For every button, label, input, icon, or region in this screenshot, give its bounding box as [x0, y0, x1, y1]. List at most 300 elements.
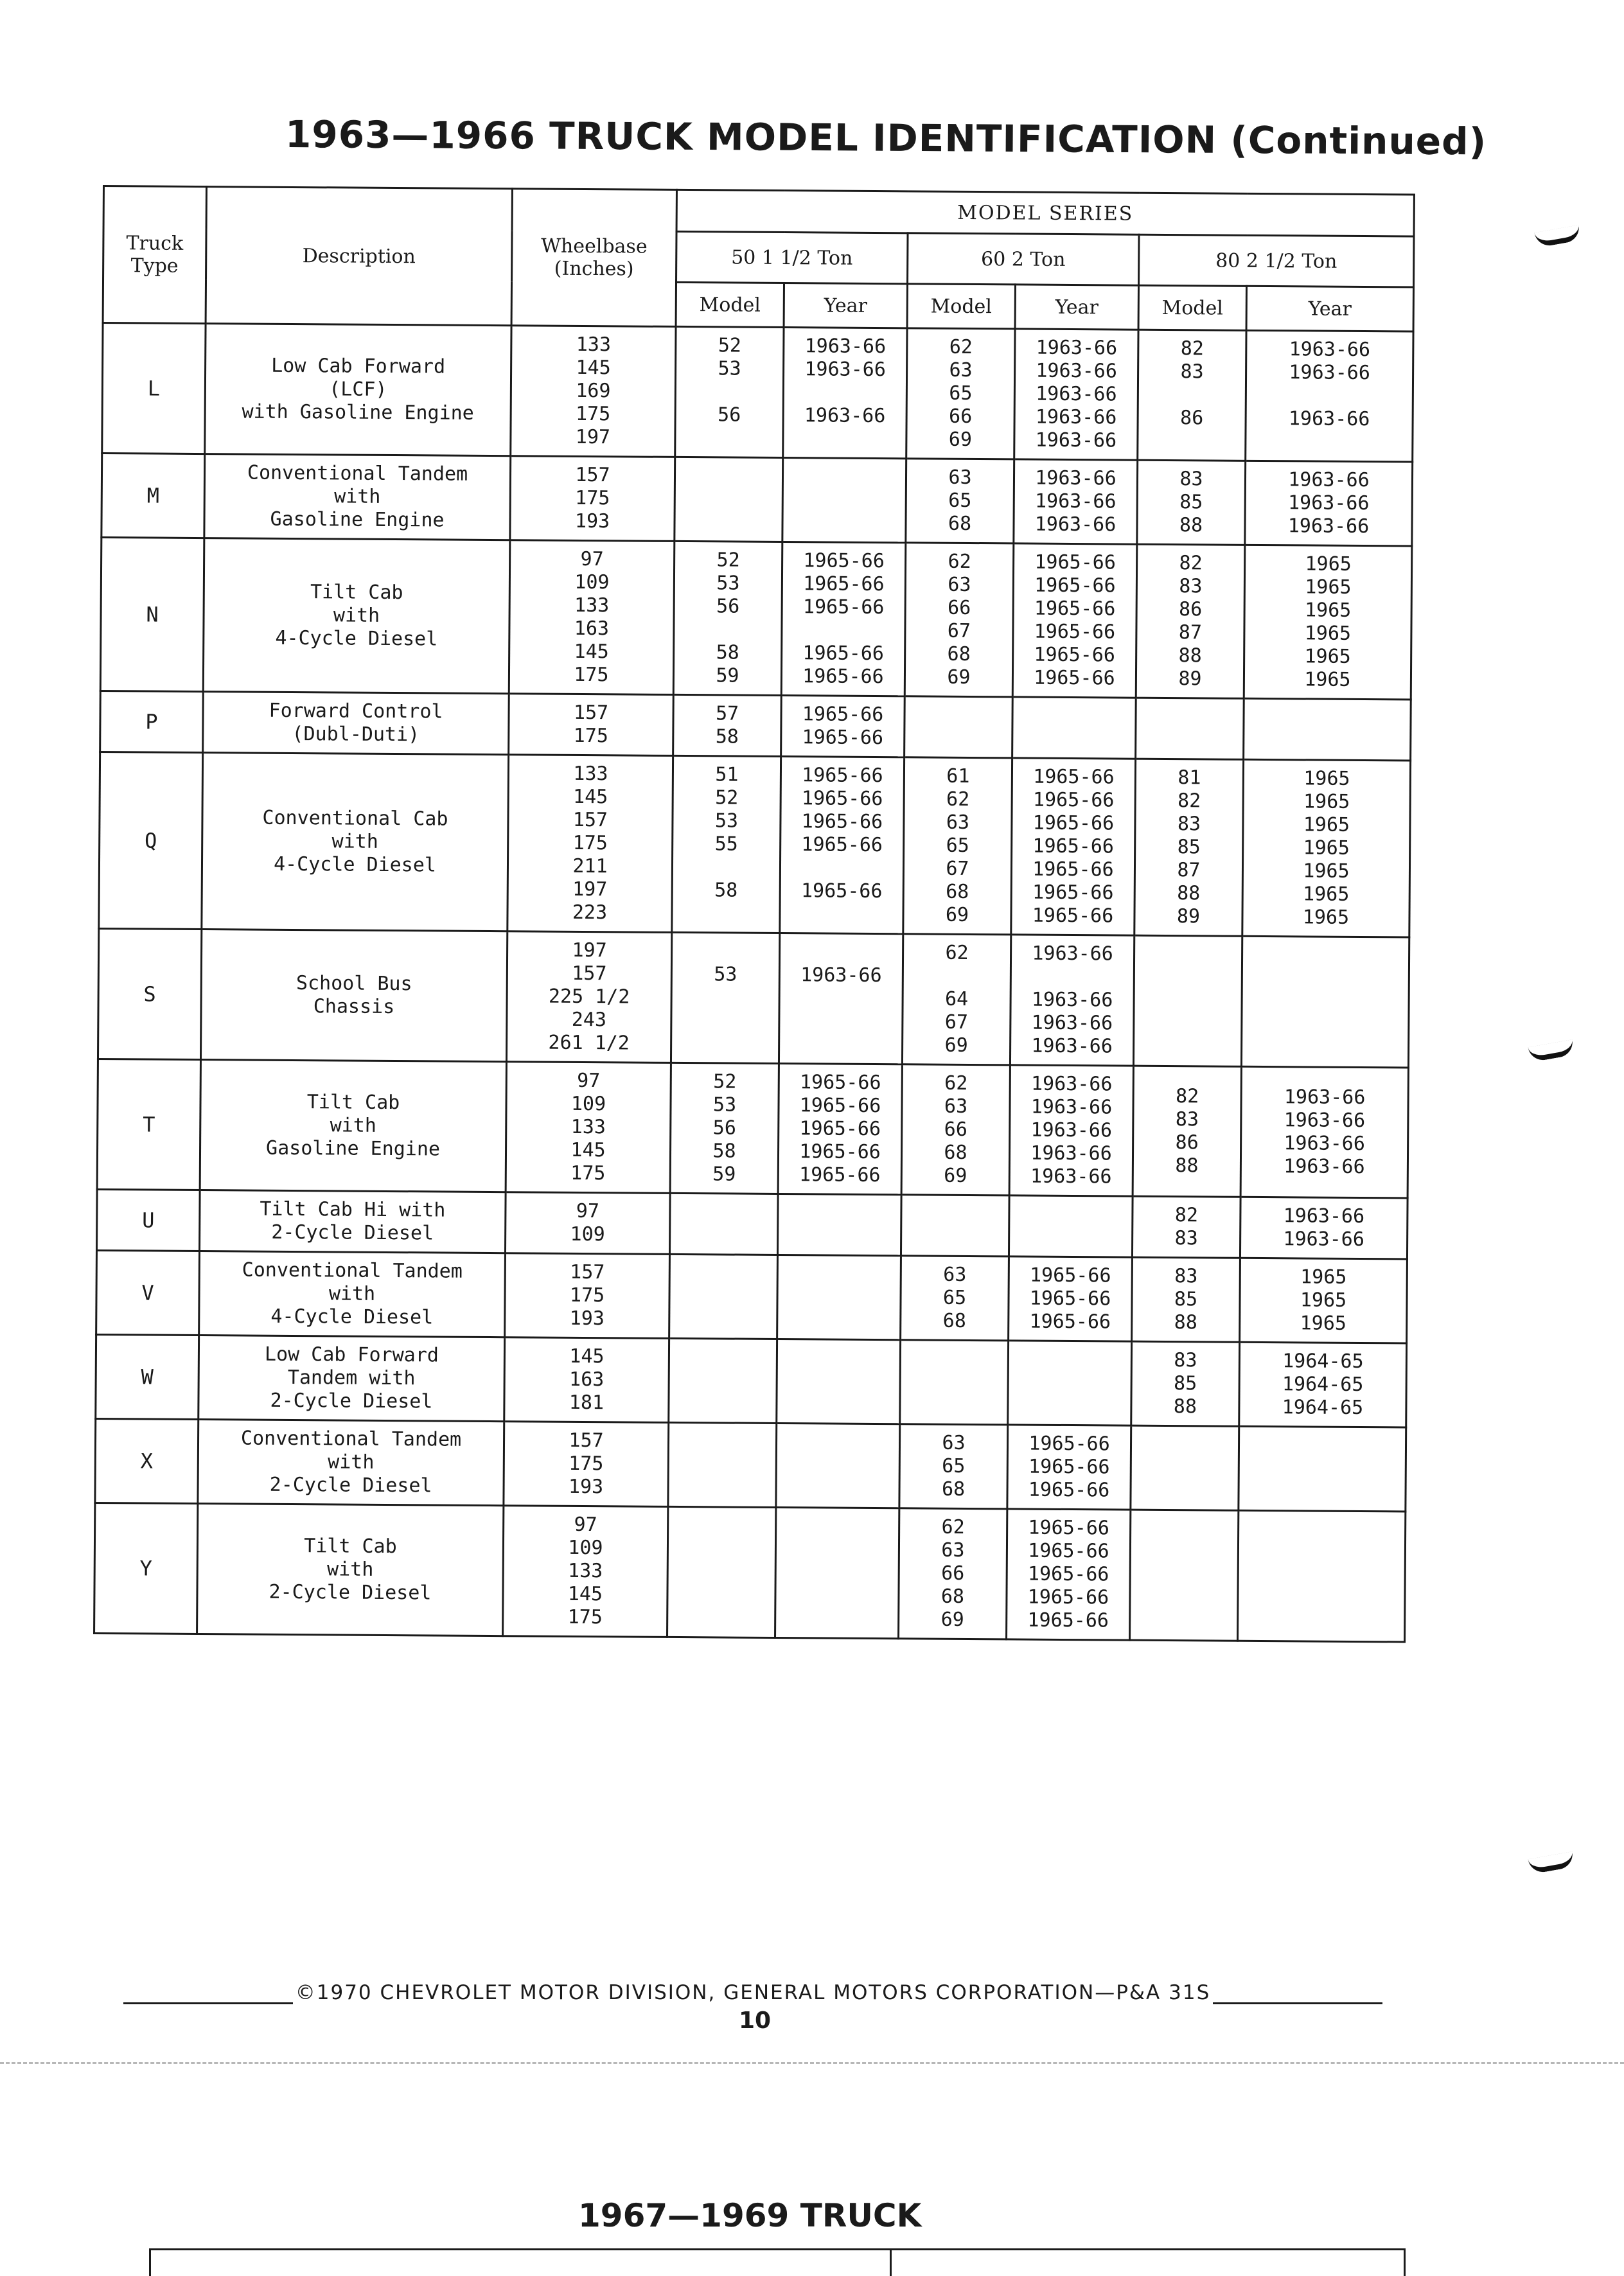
- value-line: 109: [570, 1222, 605, 1246]
- empty-line: [677, 1032, 773, 1056]
- description-cell: [197, 1504, 504, 1636]
- wheelbase-cell: [504, 1337, 669, 1423]
- series-60-model-cell: [899, 1424, 1008, 1509]
- series-80-year-cell: [1240, 1258, 1408, 1343]
- value-line: 1963-66: [1031, 1011, 1113, 1035]
- value-line: 87: [1177, 859, 1201, 882]
- series-80-year-cell: [1241, 936, 1409, 1068]
- truck-type-cell: M: [102, 454, 205, 538]
- value-line: 1965: [1304, 599, 1352, 622]
- series-50-year-cell: [781, 542, 906, 696]
- value-line: 1965-66: [1034, 574, 1116, 597]
- value-line: 88: [1173, 1395, 1197, 1418]
- value-line: 63: [941, 1539, 965, 1562]
- value-line: 1963-66: [1035, 428, 1117, 452]
- value-line: 62: [941, 1515, 965, 1539]
- description-line: 4-Cycle Diesel: [273, 852, 437, 877]
- model-series-header: MODEL SERIES: [676, 190, 1414, 236]
- empty-line: [678, 856, 774, 879]
- series-50-year-cell: [777, 1339, 901, 1424]
- value-line: 83: [1177, 813, 1201, 836]
- value-line: 1963-66: [1031, 988, 1113, 1012]
- value-line: 1965-66: [1034, 597, 1116, 621]
- model-identification-table-wrap: [93, 185, 1413, 1643]
- value-line: 1965-66: [800, 879, 883, 903]
- value-line: 175: [574, 663, 609, 687]
- series-50-model-cell: [673, 694, 782, 756]
- value-line: 82: [1178, 790, 1201, 813]
- series-80-year-cell: [1240, 1066, 1408, 1198]
- description-line: Chassis: [313, 995, 395, 1019]
- series-60-model-cell: [905, 696, 1013, 758]
- value-line: 1965-66: [1029, 1264, 1111, 1287]
- series-80-model-cell: [1138, 330, 1246, 461]
- value-line: 1965-66: [801, 787, 883, 811]
- value-line: 175: [570, 1161, 606, 1185]
- value-line: 145: [572, 785, 608, 809]
- value-line: 1965: [1300, 1266, 1347, 1289]
- value-line: 1965-66: [1034, 551, 1116, 574]
- value-line: 69: [945, 903, 969, 926]
- wheelbase-cell: [506, 931, 671, 1063]
- description-line: Gasoline Engine: [270, 507, 445, 532]
- value-line: 1965-66: [799, 1071, 881, 1095]
- value-line: 86: [1175, 1131, 1199, 1154]
- value-line: 145: [576, 356, 611, 380]
- description-line: 4-Cycle Diesel: [275, 626, 438, 651]
- description-line: 4-Cycle Diesel: [270, 1305, 434, 1329]
- value-line: 1965-66: [1027, 1562, 1109, 1586]
- value-line: 97: [580, 547, 604, 571]
- series-80-year-cell: [1240, 1197, 1408, 1259]
- series-80-year-cell: [1239, 1342, 1407, 1427]
- value-line: 83: [1174, 1349, 1197, 1372]
- value-line: 63: [949, 358, 973, 382]
- value-line: 133: [567, 1559, 603, 1583]
- value-line: 157: [573, 701, 609, 725]
- series-60-model-cell: [901, 1195, 1009, 1257]
- table-row: [98, 928, 1409, 1068]
- footer-rule: [123, 1996, 293, 2004]
- wheelbase-cell: [506, 1062, 671, 1194]
- series-60-year-cell: [1007, 1425, 1131, 1510]
- margin-mark: [1528, 1851, 1575, 1875]
- value-line: 1963-66: [804, 404, 886, 428]
- truck-type-cell: X: [95, 1418, 199, 1503]
- value-line: 1965: [1303, 813, 1350, 836]
- value-line: 163: [574, 617, 610, 640]
- value-line: 109: [574, 570, 610, 594]
- empty-line: [786, 987, 897, 1010]
- value-line: 89: [1176, 905, 1201, 928]
- value-line: 145: [574, 640, 609, 664]
- wheelbase-cell: [505, 1253, 670, 1339]
- value-line: 66: [948, 405, 973, 428]
- value-line: 63: [948, 573, 971, 596]
- margin-mark: [1528, 1039, 1575, 1063]
- value-line: 62: [949, 335, 973, 358]
- table-row: [97, 1189, 1408, 1259]
- margin-mark: [1534, 225, 1581, 248]
- value-line: 69: [944, 1034, 968, 1057]
- value-line: 1965-66: [801, 833, 883, 857]
- table-row: [96, 1334, 1407, 1427]
- value-line: 1963-66: [1032, 942, 1113, 966]
- description-cell: [203, 692, 509, 755]
- value-line: 175: [573, 724, 609, 748]
- value-line: 1965: [1304, 668, 1351, 691]
- value-line: 1965-66: [1034, 620, 1116, 644]
- series-80-model-cell: [1137, 460, 1246, 545]
- series-60-year-cell: [1011, 758, 1136, 935]
- value-line: 193: [569, 1307, 605, 1330]
- table-row: [97, 1059, 1408, 1198]
- wheelbase-cell: [511, 326, 676, 457]
- value-line: 1965: [1300, 1289, 1347, 1312]
- value-line: 85: [1179, 491, 1203, 514]
- value-line: 58: [715, 725, 739, 748]
- value-line: 169: [576, 379, 611, 403]
- table-row: [94, 1503, 1406, 1642]
- value-line: 1963-66: [1030, 1072, 1113, 1096]
- value-line: 1965-66: [1028, 1478, 1110, 1502]
- series-80-model-cell: [1130, 1510, 1239, 1641]
- series-80-model-cell: [1132, 1196, 1240, 1258]
- series-60-model-cell: [900, 1340, 1009, 1425]
- description-cell: [204, 454, 511, 540]
- series-60-model-cell: [899, 1508, 1007, 1639]
- series-50-year-cell: [777, 1255, 901, 1340]
- empty-line: [1252, 384, 1407, 409]
- description-line: 2-Cycle Diesel: [271, 1221, 434, 1245]
- description-line: with: [328, 1451, 375, 1474]
- value-line: 62: [948, 550, 971, 573]
- value-line: 157: [572, 962, 607, 985]
- series-60-model-cell: [906, 459, 1014, 543]
- value-line: 58: [714, 879, 738, 902]
- value-line: 1965-66: [799, 1117, 881, 1141]
- value-line: 56: [716, 595, 740, 618]
- description-line: School Bus: [296, 972, 412, 996]
- series-80-year-cell: [1244, 545, 1412, 700]
- truck-type-cell: L: [102, 323, 206, 454]
- value-line: 1965: [1303, 836, 1350, 860]
- wheelbase-cell: [503, 1506, 668, 1637]
- value-line: 83: [1179, 575, 1203, 598]
- value-line: 1965-66: [802, 726, 884, 750]
- value-line: 1965: [1304, 645, 1351, 668]
- value-line: 145: [570, 1138, 606, 1162]
- empty-line: [1017, 965, 1128, 989]
- value-line: 109: [570, 1092, 606, 1116]
- value-line: 67: [946, 857, 969, 880]
- value-line: 175: [575, 402, 611, 426]
- truck-type-cell: V: [96, 1250, 200, 1335]
- value-line: 65: [949, 382, 973, 405]
- series-60-year-cell: [1009, 1195, 1133, 1257]
- value-line: 1963-66: [1030, 1095, 1113, 1119]
- value-line: 83: [1174, 1265, 1198, 1288]
- value-line: 51: [715, 763, 739, 786]
- value-line: 1965-66: [1028, 1455, 1110, 1479]
- value-line: 69: [944, 1164, 967, 1187]
- value-line: 1963-66: [1034, 490, 1116, 513]
- series-50-header: 50 1 1/2 Ton: [676, 231, 908, 283]
- series-50-model-cell: [669, 1193, 778, 1255]
- description-line: with: [334, 485, 381, 508]
- value-line: 82: [1180, 337, 1205, 360]
- value-line: 82: [1175, 1085, 1199, 1108]
- value-line: 1965-66: [1028, 1539, 1109, 1563]
- value-line: 211: [572, 854, 608, 878]
- table-row: [95, 1418, 1406, 1512]
- value-line: 53: [716, 572, 740, 595]
- series-60-model-cell: [903, 757, 1012, 935]
- truck-type-cell: N: [100, 537, 204, 691]
- value-line: 52: [715, 786, 739, 809]
- model-column-header: Model: [676, 282, 784, 327]
- value-line: 197: [572, 939, 607, 962]
- value-line: 85: [1177, 836, 1201, 859]
- value-line: 64: [944, 987, 969, 1010]
- value-line: 145: [569, 1345, 605, 1368]
- truck-type-cell: P: [100, 691, 204, 752]
- series-50-year-cell: [780, 757, 905, 934]
- value-line: 68: [944, 1141, 967, 1164]
- description-line: Conventional Tandem: [242, 1258, 463, 1283]
- value-line: 68: [948, 512, 972, 535]
- series-80-header: 80 2 1/2 Ton: [1138, 234, 1414, 287]
- value-line: 1964-65: [1282, 1373, 1364, 1397]
- series-80-year-cell: [1244, 698, 1411, 761]
- wheelbase-cell: [510, 456, 675, 542]
- truck-type-cell: S: [98, 928, 201, 1059]
- value-line: 1965-66: [1028, 1432, 1110, 1456]
- value-line: 1965-66: [802, 703, 884, 727]
- value-line: 157: [570, 1260, 605, 1284]
- year-column-header: Year: [1246, 286, 1413, 331]
- empty-line: [682, 380, 777, 404]
- series-60-year-cell: [1009, 1065, 1133, 1196]
- empty-line: [790, 381, 901, 405]
- value-line: 1965-66: [802, 764, 883, 788]
- empty-line: [909, 964, 1005, 988]
- value-line: 1965: [1304, 622, 1352, 645]
- value-line: 88: [1177, 882, 1201, 905]
- description-cell: [199, 1190, 506, 1253]
- value-line: 109: [568, 1536, 603, 1560]
- description-cell: [200, 1060, 506, 1192]
- table-row: [96, 1250, 1408, 1343]
- value-line: 1965-66: [801, 810, 883, 834]
- value-line: 68: [941, 1478, 966, 1501]
- series-80-year-cell: [1246, 330, 1413, 462]
- value-line: 83: [1175, 1108, 1199, 1131]
- empty-line: [678, 902, 773, 926]
- description-line: Tilt Cab: [306, 1091, 400, 1115]
- value-line: 157: [572, 808, 608, 832]
- value-line: 1963-66: [1035, 405, 1117, 429]
- value-line: 1965-66: [1029, 1287, 1111, 1310]
- value-line: 88: [1174, 1311, 1197, 1334]
- value-line: 63: [946, 811, 970, 834]
- empty-line: [1144, 384, 1240, 407]
- series-60-model-cell: [905, 543, 1014, 697]
- value-line: 1965-66: [1032, 858, 1114, 881]
- value-line: 225 1/2: [548, 985, 630, 1009]
- empty-line: [681, 427, 777, 450]
- value-line: 81: [1178, 766, 1201, 790]
- description-line: Conventional Tandem: [240, 1427, 462, 1451]
- description-line: Conventional Tandem: [247, 461, 468, 486]
- value-line: 1963-66: [1289, 338, 1371, 362]
- series-60-header: 60 2 Ton: [908, 233, 1140, 285]
- value-line: 1963-66: [1030, 1142, 1112, 1165]
- description-line: Low Cab Forward: [264, 1343, 439, 1367]
- value-line: 1963-66: [1289, 361, 1370, 385]
- value-line: 57: [715, 702, 739, 725]
- table-row: [100, 537, 1412, 700]
- value-line: 175: [569, 1452, 604, 1476]
- page-number: 10: [739, 2007, 772, 2034]
- page-break-line: [0, 2062, 1624, 2067]
- value-line: 53: [718, 357, 741, 380]
- series-80-model-cell: [1132, 1257, 1240, 1342]
- series-60-year-cell: [1007, 1509, 1131, 1640]
- description-line: Gasoline Engine: [265, 1136, 441, 1161]
- value-line: 87: [1178, 621, 1203, 644]
- value-line: 65: [946, 834, 969, 857]
- value-line: 83: [1179, 468, 1203, 491]
- value-line: 1963-66: [1031, 1034, 1113, 1058]
- value-line: 1964-65: [1282, 1350, 1364, 1373]
- value-line: 63: [948, 466, 972, 489]
- description-line: Tilt Cab Hi with: [260, 1197, 446, 1222]
- value-line: 52: [718, 334, 742, 357]
- table-row: [100, 691, 1411, 761]
- value-line: 86: [1179, 407, 1204, 430]
- value-line: 145: [567, 1582, 603, 1606]
- value-line: 58: [712, 1140, 736, 1163]
- empty-line: [788, 619, 899, 642]
- value-line: 1963-66: [1284, 1109, 1366, 1133]
- value-line: 68: [942, 1309, 966, 1332]
- value-line: 133: [576, 333, 612, 357]
- series-50-year-cell: [777, 1194, 901, 1256]
- footer: [123, 1976, 1382, 2004]
- series-50-year-cell: [775, 1507, 899, 1638]
- value-line: 82: [1179, 552, 1203, 575]
- value-line: 97: [576, 1199, 600, 1223]
- value-line: 1963-66: [1288, 407, 1370, 431]
- value-line: 1963-66: [1287, 491, 1370, 515]
- description-line: with Gasoline Engine: [242, 400, 474, 425]
- series-80-year-cell: [1239, 1426, 1406, 1512]
- description-cell: [198, 1420, 504, 1506]
- series-50-year-cell: [778, 1064, 902, 1195]
- value-line: 62: [945, 941, 969, 964]
- value-line: 1965: [1303, 790, 1350, 813]
- value-line: 63: [943, 1263, 967, 1286]
- value-line: 175: [569, 1284, 605, 1307]
- truck-type-cell: W: [96, 1334, 199, 1419]
- value-line: 1965-66: [799, 1094, 881, 1118]
- value-line: 175: [567, 1605, 603, 1629]
- description-line: with: [328, 1282, 376, 1305]
- wheelbase-cell: [509, 540, 675, 695]
- year-column-header: Year: [784, 283, 907, 328]
- value-line: 68: [940, 1585, 965, 1608]
- series-50-year-cell: [781, 696, 905, 757]
- series-80-year-cell: [1242, 759, 1411, 937]
- description-line: 2-Cycle Diesel: [269, 1580, 432, 1605]
- series-50-model-cell: [675, 326, 784, 457]
- value-line: 1965: [1303, 767, 1350, 790]
- model-column-header: Model: [907, 284, 1015, 329]
- value-line: 1965: [1302, 906, 1350, 929]
- value-line: 1965-66: [1032, 904, 1114, 928]
- series-60-year-cell: [1012, 543, 1137, 698]
- truck-type-cell: Q: [99, 752, 203, 929]
- value-line: 1965-66: [799, 1163, 881, 1187]
- series-80-model-cell: [1136, 544, 1245, 698]
- value-line: 1965-66: [1033, 765, 1115, 789]
- value-line: 1965: [1303, 860, 1350, 883]
- value-line: 68: [946, 880, 969, 903]
- series-80-year-cell: [1245, 461, 1413, 546]
- page-title: 1963—1966 TRUCK MODEL IDENTIFICATION (Continued): [285, 112, 1487, 164]
- series-50-model-cell: [672, 755, 781, 933]
- empty-line: [677, 1009, 773, 1033]
- value-line: 1963-66: [1030, 1118, 1113, 1142]
- value-line: 52: [713, 1070, 737, 1093]
- empty-line: [678, 986, 773, 1010]
- value-line: 88: [1179, 514, 1203, 537]
- value-line: 1963-66: [1283, 1204, 1365, 1228]
- value-line: 67: [944, 1010, 969, 1034]
- description-line: Low Cab Forward: [271, 354, 446, 378]
- series-50-model-cell: [673, 541, 782, 695]
- value-line: 61: [946, 764, 970, 788]
- series-80-model-cell: [1133, 1066, 1241, 1197]
- value-line: 63: [942, 1431, 966, 1454]
- truck-type-cell: Y: [94, 1503, 198, 1634]
- value-line: 197: [575, 425, 611, 449]
- series-50-model-cell: [667, 1506, 776, 1637]
- empty-line: [786, 940, 897, 964]
- description-cell: [205, 324, 511, 456]
- value-line: 157: [569, 1429, 604, 1452]
- empty-line: [785, 1010, 896, 1034]
- value-line: 1963-66: [1034, 513, 1116, 536]
- value-line: 1965-66: [1032, 788, 1115, 812]
- series-50-model-cell: [671, 932, 779, 1063]
- truck-type-cell: U: [97, 1189, 200, 1251]
- value-line: 63: [944, 1095, 968, 1118]
- value-line: 1963-66: [1287, 515, 1370, 538]
- value-line: 88: [1178, 644, 1202, 667]
- empty-line: [786, 856, 897, 880]
- value-line: 97: [574, 1513, 597, 1537]
- description-header: Description: [206, 187, 512, 326]
- value-line: 53: [714, 963, 737, 986]
- series-60-year-cell: [1014, 329, 1138, 460]
- series-60-year-cell: [1014, 459, 1138, 544]
- table-row: [102, 454, 1413, 547]
- description-cell: [200, 930, 507, 1062]
- description-line: with: [330, 1114, 377, 1137]
- value-line: 1963-66: [1284, 1155, 1365, 1179]
